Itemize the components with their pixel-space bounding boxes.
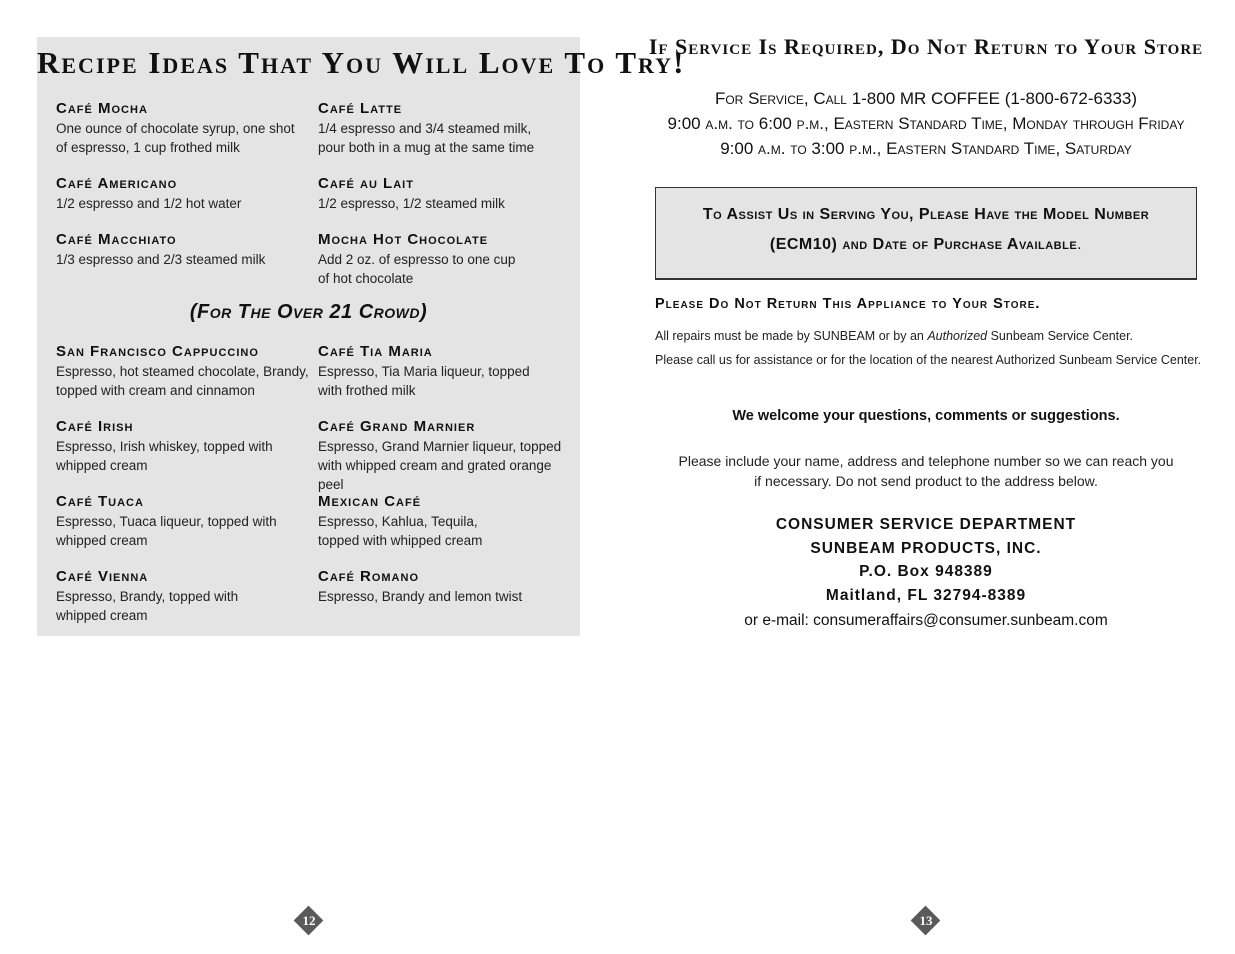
recipe-name: Mocha Hot Chocolate [318, 231, 489, 248]
recipe-item [318, 418, 576, 494]
recipe-description: Espresso, Brandy, topped with whipped cream [56, 589, 239, 623]
recipe-item [56, 343, 318, 400]
address-city: Maitland, FL 32794-8389 [825, 586, 1027, 604]
service-phone-line [617, 86, 1235, 111]
include-info-text: Please include your name, address and telephone number so we can reach you if necessary. Do not send product to the address below. [678, 453, 1174, 489]
recipe-item [318, 175, 568, 213]
service-phone-number: 1-800 MR COFFEE (1-800-672-6333) [851, 89, 1138, 108]
pm-label: p.m. [796, 114, 825, 133]
recipe-name: Mexican Café [318, 493, 422, 510]
recipe-description: One ounce of chocolate syrup, one shot of espresso, 1 cup frothed milk [56, 121, 295, 155]
recipe-item [56, 568, 318, 625]
recipe-description: Espresso, Tia Maria liqueur, topped with frothed milk [318, 364, 530, 398]
recipe-item [318, 343, 576, 400]
recipe-name: Café Romano [318, 568, 419, 585]
repairs-line1 [655, 324, 1225, 348]
time-start: 9:00 [667, 114, 701, 133]
recipe-description: 1/2 espresso, 1/2 steamed milk [318, 196, 505, 211]
service-call-label: For Service, Call [714, 89, 847, 108]
recipe-name: Café Grand Marnier [318, 418, 476, 435]
recipe-name: Café au Lait [318, 175, 414, 192]
recipe-name: Café Latte [318, 100, 403, 117]
recipe-description: Espresso, hot steamed chocolate, Brandy, topped with cream and cinnamon [56, 364, 309, 398]
right-page [617, 0, 1235, 954]
service-saturday-hours [617, 136, 1235, 161]
recipe-description: Espresso, Grand Marnier liqueur, topped with whipped cream and grated orange peel [318, 439, 562, 492]
am-label: a.m. [705, 114, 733, 133]
service-title: If Service Is Required, Do Not Return to Your Store [648, 34, 1204, 59]
recipe-item [318, 493, 576, 550]
recipe-name: Café Americano [56, 175, 178, 192]
recipe-description: 1/3 espresso and 2/3 steamed milk [56, 252, 266, 267]
contact-email: or e-mail: consumeraffairs@consumer.sunbeam.com [744, 612, 1108, 629]
model-notice-period: . [1077, 236, 1083, 253]
time-end: 6:00 [758, 114, 792, 133]
recipe-name: Café Vienna [56, 568, 149, 585]
address-company: SUNBEAM PRODUCTS, INC. [810, 539, 1042, 557]
recipe-item [318, 100, 568, 157]
model-notice-line1: To Assist Us in Serving You, Please Have the Model Number [702, 206, 1150, 223]
time-end: 3:00 [811, 139, 845, 158]
recipe-item [318, 568, 576, 606]
recipe-item [56, 100, 306, 157]
repairs-line1-pre: All repairs must be made by SUNBEAM or by an [655, 329, 924, 343]
model-notice-line2 [666, 230, 1186, 260]
recipe-description: 1/2 espresso and 1/2 hot water [56, 196, 242, 211]
recipe-description: Espresso, Brandy and lemon twist [318, 589, 523, 604]
mailing-address [617, 513, 1235, 607]
page-number-12 [294, 906, 324, 936]
model-notice-line2-text: (ECM10) and Date of Purchase Available [769, 236, 1078, 253]
model-number-notice [655, 187, 1197, 280]
recipe-description: 1/4 espresso and 3/4 steamed milk, pour both in a mug at the same time [318, 121, 535, 155]
saturday-rest: , Eastern Standard Time, Saturday [876, 139, 1132, 158]
recipe-name: Café Tuaca [56, 493, 144, 510]
repairs-line2: Please call us for assistance or for the location of the nearest Authorized Sunbeam Service Center. [655, 353, 1202, 367]
over-21-subheading: (For The Over 21 Crowd) [189, 301, 428, 323]
recipe-name: Café Mocha [56, 100, 148, 117]
recipe-item [56, 175, 306, 213]
recipe-item [56, 231, 306, 269]
recipe-item [56, 418, 318, 475]
to-label: to [790, 139, 807, 158]
recipe-name: Café Macchiato [56, 231, 177, 248]
recipe-name: San Francisco Cappuccino [56, 343, 259, 360]
service-weekday-hours [617, 111, 1235, 136]
to-label: to [737, 114, 754, 133]
authorized-emphasis: Authorized [927, 329, 988, 343]
recipe-description: Espresso, Kahlua, Tequila, topped with whipped cream [318, 514, 483, 548]
repairs-line1-post: Sunbeam Service Center. [987, 329, 1134, 343]
page-number-text: 13 [919, 913, 933, 928]
address-po-box: P.O. Box 948389 [859, 563, 993, 580]
address-department: CONSUMER SERVICE DEPARTMENT [775, 516, 1077, 533]
time-start: 9:00 [720, 139, 754, 158]
recipe-item [56, 493, 318, 550]
recipe-description: Add 2 oz. of espresso to one cup of hot chocolate [318, 252, 516, 286]
recipe-description: Espresso, Tuaca liqueur, topped with whipped cream [56, 514, 277, 548]
weekday-rest: , Eastern Standard Time, Monday through Friday [824, 114, 1185, 133]
service-hours [617, 86, 1235, 161]
am-label: a.m. [758, 139, 786, 158]
welcome-text: We welcome your questions, comments or suggestions. [732, 408, 1120, 424]
page-number-text: 12 [302, 913, 316, 928]
page-number-13 [911, 906, 941, 936]
recipe-name: Café Irish [56, 418, 134, 435]
recipe-name: Café Tia Maria [318, 343, 433, 360]
recipe-description: Espresso, Irish whiskey, topped with whipped cream [56, 439, 273, 473]
recipe-item [318, 231, 568, 288]
model-number-text [666, 200, 1186, 260]
recipe-title: Recipe Ideas That You Will Love To Try! [37, 45, 686, 80]
pm-label: p.m. [849, 139, 877, 158]
do-not-return-heading: Please Do Not Return This Appliance to Your Store. [655, 296, 1041, 312]
repairs-notice [655, 324, 1225, 372]
